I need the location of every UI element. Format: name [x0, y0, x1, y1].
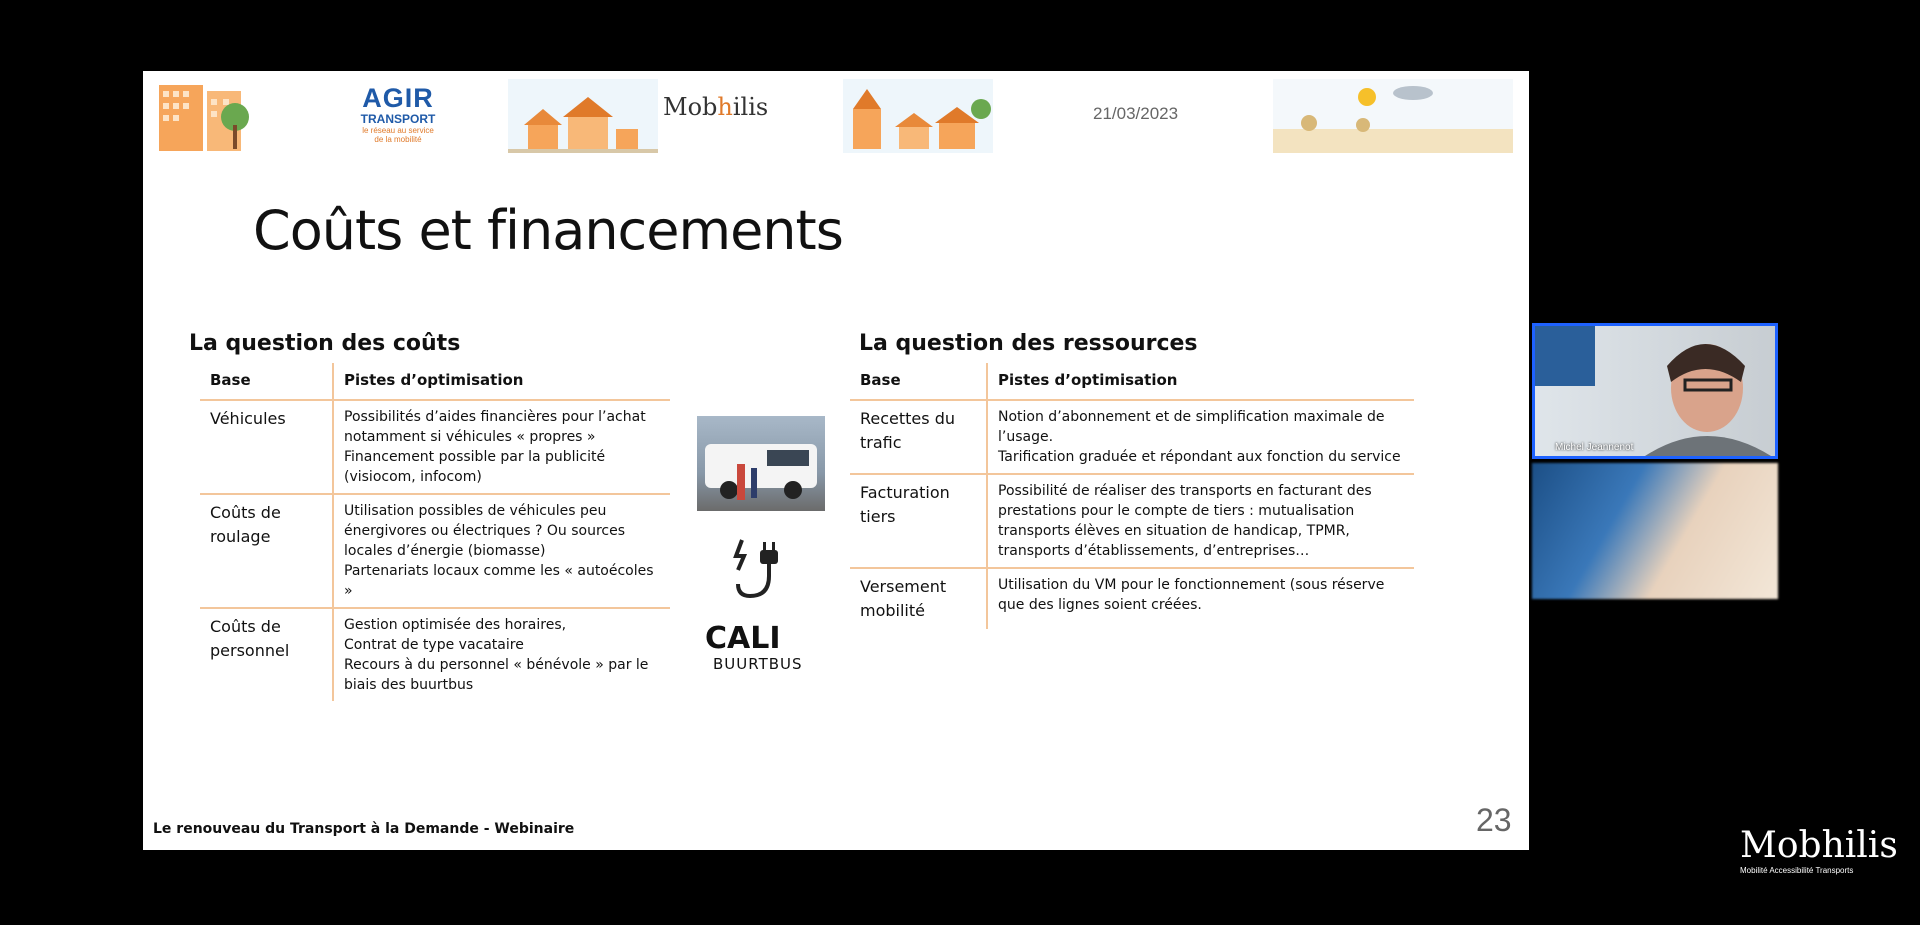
column-header-base: Base [850, 363, 987, 400]
minibus-photo [697, 416, 825, 511]
mobhilis-watermark: Mobhilis Mobilité Accessibilité Transports [1740, 825, 1898, 875]
costs-heading: La question des coûts [189, 331, 461, 356]
row-pistes: Possibilités d’aides financières pour l’achat notamment si véhicules « propres » Financement possible par la publicité (visiocom, infocom) [333, 400, 670, 494]
slide-page-number: 23 [1476, 802, 1512, 838]
building-illustration [151, 79, 269, 153]
table-row [850, 474, 1414, 568]
agir-transport-logo: AGIR TRANSPORT le réseau au service de la mobilité [360, 83, 436, 144]
row-base: Versement mobilité [850, 568, 987, 629]
row-base: Recettes du trafic [850, 400, 987, 474]
table-row [850, 400, 1414, 474]
slide-title: Coûts et financements [253, 199, 843, 262]
costs-table [200, 363, 670, 701]
row-base: Facturation tiers [850, 474, 987, 568]
participant-name: Michel Jeannenot [1555, 442, 1634, 453]
houses-illustration [508, 79, 658, 153]
column-header-pistes: Pistes d’optimisation [987, 363, 1414, 400]
cali-buurtbus-logo: CALI BUURTBUS [705, 621, 803, 673]
resources-table [850, 363, 1414, 629]
column-header-base: Base [200, 363, 333, 400]
table-row [200, 494, 670, 608]
row-pistes: Utilisation possibles de véhicules peu énergivores ou électriques ? Ou sources locales d’énergie (biomasse) Partenariats locaux comme les « autoécoles » [333, 494, 670, 608]
electric-plug-icon [728, 536, 788, 606]
mobhilis-logo: Mobhilis [663, 93, 769, 121]
row-pistes: Utilisation du VM pour le fonctionnement (sous réserve que des lignes soient créées. [998, 577, 1385, 613]
row-pistes: Gestion optimisée des horaires, Contrat de type vacataire Recours à du personnel « bénévole » par le biais des buurtbus [344, 617, 649, 693]
row-base: Coûts de roulage [200, 494, 333, 608]
table-row [200, 608, 670, 701]
table-row [850, 568, 1414, 629]
resources-heading: La question des ressources [859, 331, 1198, 356]
participant-video-tile[interactable] [1532, 323, 1778, 459]
slide-footer: Le renouveau du Transport à la Demande - Webinaire [153, 821, 575, 837]
church-illustration [843, 79, 993, 153]
presentation-slide [143, 71, 1529, 850]
table-header [200, 363, 670, 400]
participant-video-feed [1535, 326, 1775, 456]
row-base: Véhicules [200, 400, 333, 494]
row-pistes: Possibilité de réaliser des transports en facturant des prestations pour le compte de tiers : mutualisation transports élèves en situation de handicap, TPMR, transports d’établissements, d’entreprises… [987, 474, 1414, 568]
table-row [200, 400, 670, 494]
slide-date: 21/03/2023 [1093, 104, 1179, 123]
row-pistes: Notion d’abonnement et de simplification maximale de l’usage. Tarification graduée et répondant aux fonction du service [987, 400, 1414, 474]
participant-video-tile-blurred[interactable] [1532, 463, 1778, 599]
row-base: Coûts de personnel [200, 608, 333, 701]
slide-banner [143, 71, 1529, 161]
column-header-pistes: Pistes d’optimisation [333, 363, 670, 400]
countryside-illustration [1273, 79, 1513, 153]
table-header [850, 363, 1414, 400]
